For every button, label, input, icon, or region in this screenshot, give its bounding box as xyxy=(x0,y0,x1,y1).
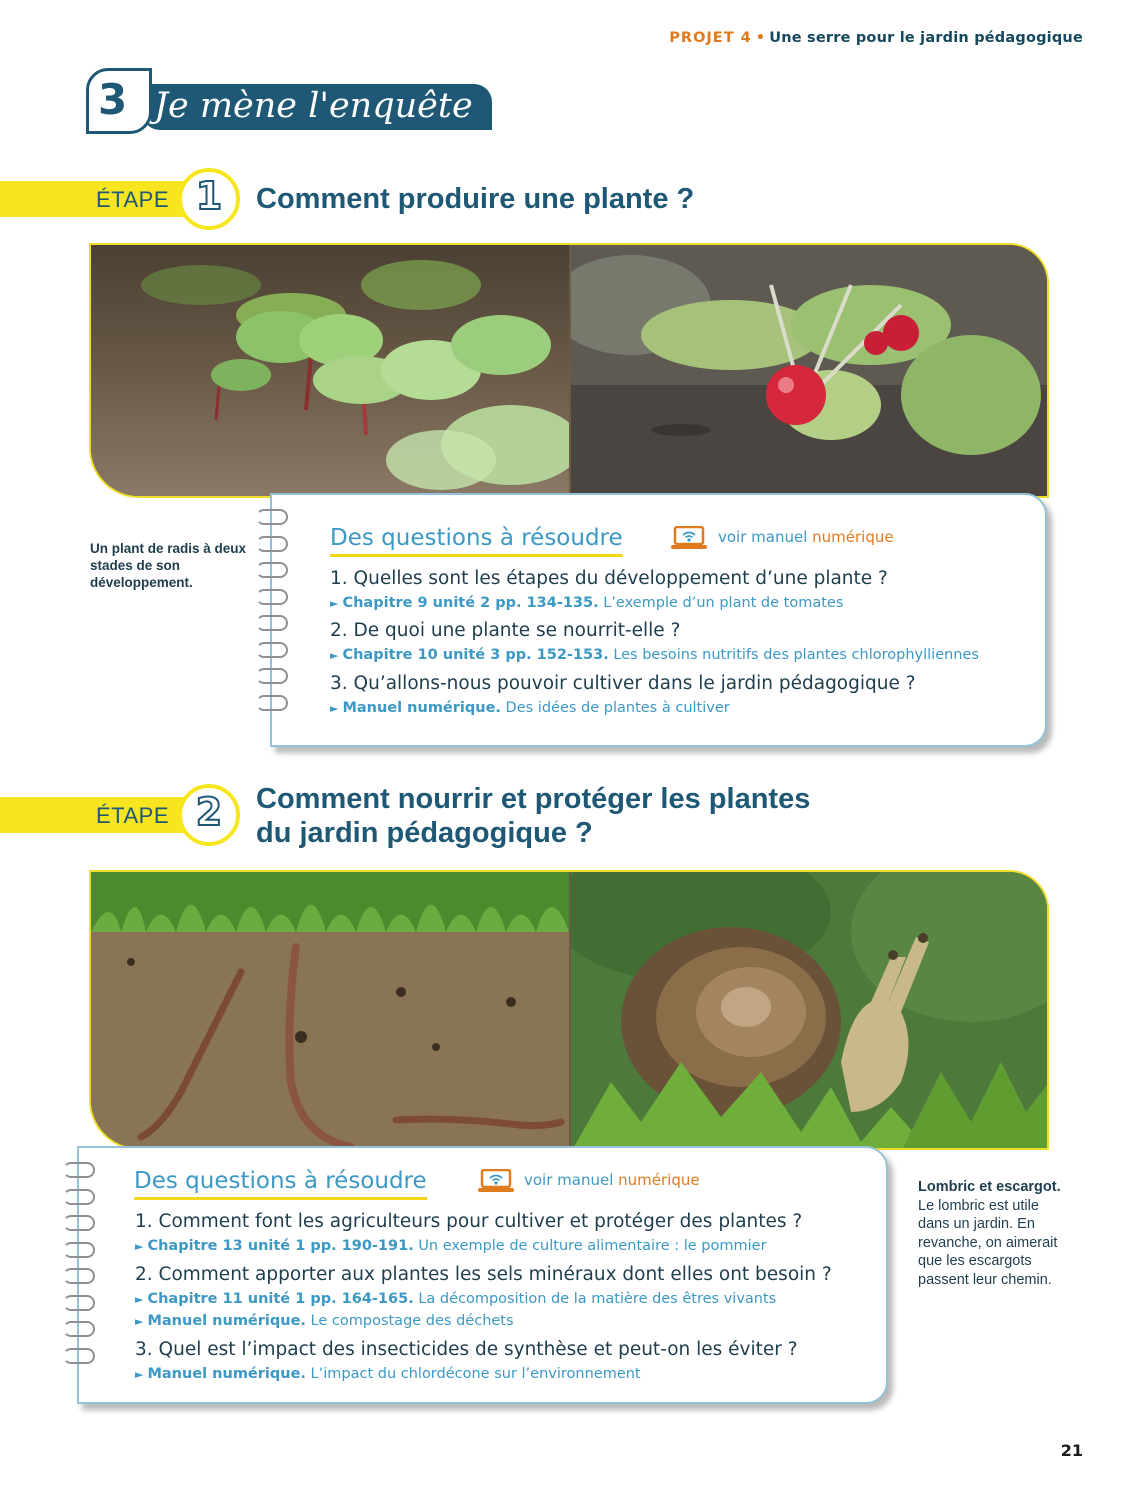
etape-1-photo-frame xyxy=(89,243,1049,498)
ref-chapter: Chapitre 9 unité 2 pp. 134-135. xyxy=(342,595,599,611)
etape-2-number: 2 xyxy=(195,790,223,834)
etape-1-title: Comment produire une plante ? xyxy=(256,183,695,215)
notebook-rings xyxy=(256,509,290,721)
etape-1-number-badge xyxy=(178,168,240,230)
etape-1-question-3: 3. Qu’allons-nous pouvoir cultiver dans le jardin pédagogique ? xyxy=(330,673,916,694)
etape-1-number: 1 xyxy=(195,174,223,218)
snail-photo xyxy=(571,872,1049,1150)
etape-1-question-1: 1. Quelles sont les étapes du développement d’une plante ? xyxy=(330,568,888,589)
etape-1-reference-1[interactable]: ► Chapitre 9 unité 2 pp. 134-135. L’exemple d’un plant de tomates xyxy=(330,595,844,611)
etape-1-label: ÉTAPE xyxy=(96,187,170,212)
section-title: Je mène l'enquête xyxy=(154,86,473,126)
etape-2-questions-card xyxy=(77,1146,888,1404)
section-number: 3 xyxy=(98,75,128,124)
etape-1-card-title: Des questions à résoudre xyxy=(330,525,623,551)
etape-2-reference-1[interactable]: ► Chapitre 13 unité 1 pp. 190-191. Un exemple de culture alimentaire : le pommier xyxy=(135,1238,767,1254)
ref-text: L’exemple d’un plant de tomates xyxy=(603,595,844,611)
ref-chapter: Manuel numérique. xyxy=(147,1313,306,1329)
header-separator: • xyxy=(755,30,766,46)
ref-text: Les besoins nutritifs des plantes chlorophylliennes xyxy=(613,647,979,663)
etape-2-question-2: 2. Comment apporter aux plantes les sels minéraux dont elles ont besoin ? xyxy=(135,1264,832,1285)
etape-1-photo-caption: Un plant de radis à deux stades de son développement. xyxy=(90,541,247,590)
etape-2-title xyxy=(256,782,810,850)
caption-text: Le lombric est utile dans un jardin. En revanche, on aimerait que les escargots passent leur chemin. xyxy=(918,1197,1058,1288)
project-title: Une serre pour le jardin pédagogique xyxy=(769,30,1083,46)
etape-2-reference-2b[interactable]: ► Manuel numérique. Le compostage des déchets xyxy=(135,1313,514,1329)
section-title-bar xyxy=(142,84,492,130)
etape-2-number-badge xyxy=(178,784,240,846)
laptop-icon[interactable] xyxy=(478,1169,514,1193)
etape-2-question-1: 1. Comment font les agriculteurs pour cultiver et protéger des plantes ? xyxy=(135,1211,803,1232)
ref-text: La décomposition de la matière des êtres vivants xyxy=(418,1291,777,1307)
project-label: PROJET 4 xyxy=(669,30,752,46)
notebook-rings xyxy=(63,1162,97,1374)
etape-1-reference-2[interactable]: ► Chapitre 10 unité 3 pp. 152-153. Les besoins nutritifs des plantes chlorophylliennes xyxy=(330,647,979,663)
ref-chapter: Manuel numérique. xyxy=(342,700,501,716)
etape-2-card-title: Des questions à résoudre xyxy=(134,1168,427,1194)
etape-2-reference-2[interactable]: ► Chapitre 11 unité 1 pp. 164-165. La décomposition de la matière des êtres vivants xyxy=(135,1291,777,1307)
ref-chapter: Chapitre 13 unité 1 pp. 190-191. xyxy=(147,1238,414,1254)
etape-2-photo-caption xyxy=(918,1178,1068,1289)
etape-1-reference-3[interactable]: ► Manuel numérique. Des idées de plantes à cultiver xyxy=(330,700,730,716)
etape-2-photo-frame xyxy=(89,870,1049,1150)
earthworm-soil-photo xyxy=(91,872,569,1150)
radish-grown-photo xyxy=(571,245,1049,498)
etape-2-title-line-1: Comment nourrir et protéger les plantes xyxy=(256,783,811,815)
digital-prefix: voir manuel xyxy=(718,528,808,546)
etape-2-digital-link[interactable] xyxy=(524,1171,700,1189)
etape-2-bar xyxy=(0,797,190,833)
etape-1-question-2: 2. De quoi une plante se nourrit-elle ? xyxy=(330,620,681,641)
radish-seedlings-photo xyxy=(91,245,569,498)
running-header xyxy=(669,30,1083,46)
digital-word: numérique xyxy=(812,528,894,546)
etape-2-question-3: 3. Quel est l’impact des insecticides de synthèse et peut-on les éviter ? xyxy=(135,1339,798,1360)
ref-chapter: Manuel numérique. xyxy=(147,1366,306,1382)
digital-prefix: voir manuel xyxy=(524,1171,614,1189)
etape-1-bar xyxy=(0,181,190,217)
digital-word: numérique xyxy=(618,1171,700,1189)
ref-chapter: Chapitre 11 unité 1 pp. 164-165. xyxy=(147,1291,414,1307)
ref-text: Un exemple de culture alimentaire : le pommier xyxy=(418,1238,767,1254)
ref-text: Des idées de plantes à cultiver xyxy=(505,700,730,716)
etape-2-label: ÉTAPE xyxy=(96,803,170,828)
etape-2-title-line-2: du jardin pédagogique ? xyxy=(256,817,593,849)
laptop-icon[interactable] xyxy=(671,526,707,550)
etape-2-reference-3[interactable]: ► Manuel numérique. L’impact du chlordécone sur l’environnement xyxy=(135,1366,641,1382)
page-number: 21 xyxy=(1060,1441,1083,1460)
etape-1-questions-card xyxy=(270,493,1047,747)
section-number-box xyxy=(86,68,152,134)
ref-chapter: Chapitre 10 unité 3 pp. 152-153. xyxy=(342,647,609,663)
caption-title: Lombric et escargot. xyxy=(918,1179,1061,1195)
ref-text: Le compostage des déchets xyxy=(310,1313,514,1329)
ref-text: L’impact du chlordécone sur l’environnement xyxy=(310,1366,641,1382)
etape-1-digital-link[interactable] xyxy=(718,528,894,546)
